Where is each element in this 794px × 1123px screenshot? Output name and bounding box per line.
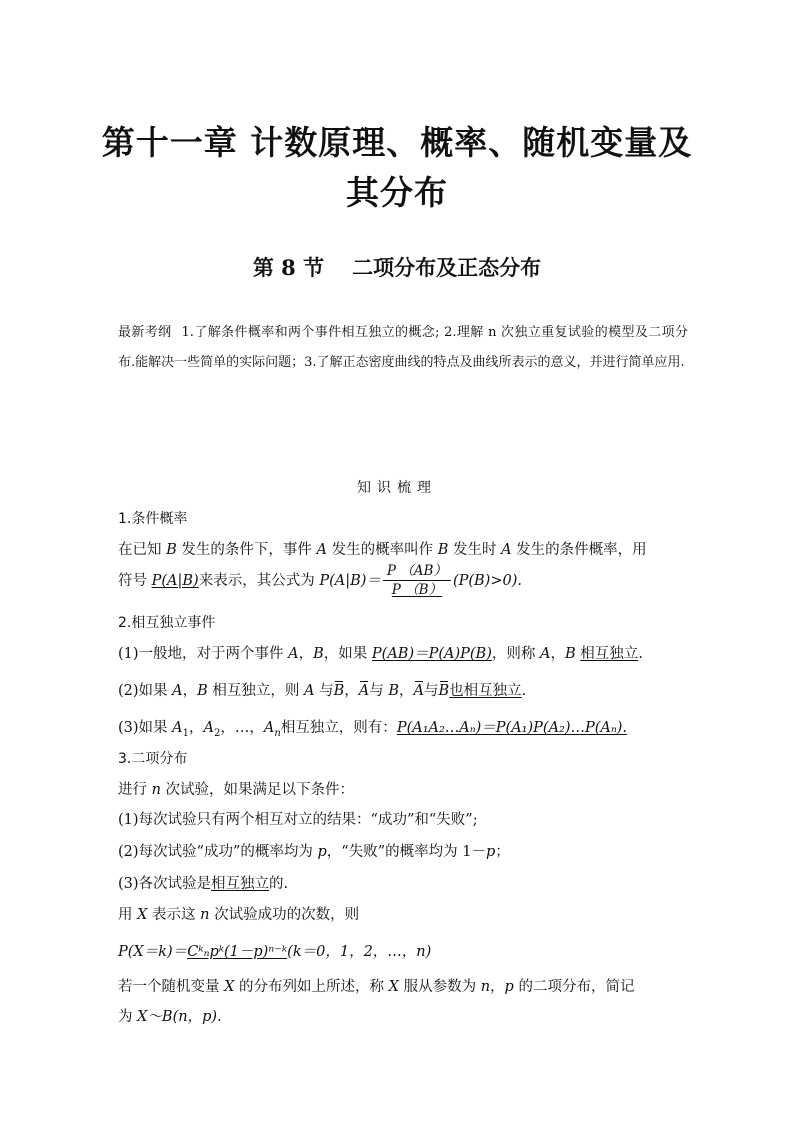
fraction-numerator: P （AB） <box>383 563 451 581</box>
text: (3)各次试验是 <box>118 876 212 892</box>
math-var: B <box>564 646 576 662</box>
text: ， <box>490 979 505 995</box>
item-line <box>118 840 688 861</box>
heading-independent-events: 2.相互独立事件 <box>118 615 216 631</box>
text: . <box>638 646 643 662</box>
paragraph-line <box>118 975 688 996</box>
text: 发生的条件概率，用 <box>511 542 647 558</box>
formula-line <box>118 563 688 599</box>
text: (2)每次试验“成功”的概率均为 <box>118 844 318 860</box>
text: 发生时 <box>448 542 502 558</box>
subscript: 1 <box>182 727 190 739</box>
math-var: A <box>501 542 512 558</box>
math-var: B <box>197 683 208 699</box>
text: ， <box>189 720 204 736</box>
knowledge-heading: 知识梳理 <box>357 480 437 496</box>
math-formula: P(A₁A₂…Aₙ)＝P(A₁)P(A₂)…P(Aₙ). <box>396 720 628 736</box>
math-var: B <box>313 646 324 662</box>
text: (3)如果 <box>118 720 173 736</box>
text: 进行 <box>118 782 152 798</box>
text: 与 <box>314 683 334 699</box>
math-formula: X～B(n，p). <box>137 1009 222 1025</box>
subscript: 2 <box>214 727 221 739</box>
text: 次试验成功的次数，则 <box>209 907 360 923</box>
math-var: A <box>263 720 275 736</box>
item-line: (1)每次试验只有两个相互对立的结果：“成功”和“失败”; <box>118 812 478 828</box>
text: ， <box>344 683 359 699</box>
math-var: p <box>317 844 327 860</box>
text: 的分布列如上所述，称 <box>234 979 389 995</box>
chapter-title-line-1: 第十一章 计数原理、概率、随机变量及 <box>101 123 693 162</box>
item-line <box>118 679 688 700</box>
math-var-complement: B <box>333 683 345 699</box>
text: 次试验，如果满足以下条件： <box>160 782 355 798</box>
math-var: B <box>437 542 449 558</box>
text: 的二项分布，简记 <box>513 979 635 995</box>
math-var: A <box>316 542 327 558</box>
math-var: X <box>388 979 399 995</box>
section-name: 二项分布及正态分布 <box>352 255 542 280</box>
item-line <box>118 642 688 663</box>
underlined-text: 相互独立 <box>211 876 270 892</box>
math-var-complement: A <box>413 683 424 699</box>
text: 相互独立，则有： <box>280 720 397 736</box>
math-var: A <box>203 720 214 736</box>
text: 表示这 <box>147 907 201 923</box>
text: 相互独立，则 <box>207 683 305 699</box>
math-var: A <box>172 683 183 699</box>
formula-line <box>118 940 688 961</box>
text: 与 <box>369 683 389 699</box>
text: ，如果 <box>323 646 372 662</box>
item-line <box>118 716 688 739</box>
math-var: p <box>504 979 514 995</box>
math-condition: (k＝0，1，2，…，n) <box>287 944 432 960</box>
syllabus-text: 1.了解条件概率和两个事件相互独立的概念; 2.理解 n 次独立重复试验的模型及二项分布.能解决一些简单的实际问题；3.了解正态密度曲线的特点及曲线所表示的意义，并进行简单应用. <box>118 325 688 370</box>
fraction <box>383 563 451 599</box>
heading-binomial-distribution: 3.二项分布 <box>118 751 188 767</box>
math-var-complement: A <box>358 683 370 699</box>
math-var: A <box>172 720 183 736</box>
text: . <box>521 683 527 699</box>
text: 为 <box>118 1009 138 1025</box>
paragraph-line <box>118 538 688 559</box>
paragraph-line <box>118 903 688 924</box>
text: ； <box>495 844 510 860</box>
text: ， <box>182 683 198 699</box>
text: 服从参数为 <box>398 979 481 995</box>
section-number: 第 8 节 <box>252 255 325 280</box>
text: (2)如果 <box>118 683 173 699</box>
underlined-text: 也相互独立 <box>449 683 522 699</box>
text: 在已知 <box>118 542 167 558</box>
heading-conditional-probability: 1.条件概率 <box>118 511 188 527</box>
text: ，则称 <box>491 646 540 662</box>
text: 发生的概率叫作 <box>326 542 438 558</box>
syllabus-label: 最新考纲 <box>118 325 172 340</box>
math-formula: P(AB)＝P(A)P(B) <box>371 646 492 662</box>
text: 的. <box>269 876 289 892</box>
text: ，…， <box>220 720 264 736</box>
math-formula: P(X＝k)＝ <box>118 944 188 960</box>
text: ， <box>550 646 565 662</box>
chapter-title-line-2: 其分布 <box>346 173 448 212</box>
text: 与 <box>424 683 439 699</box>
paragraph-line <box>118 778 688 799</box>
syllabus-paragraph <box>118 318 688 378</box>
underlined-text: 相互独立 <box>580 646 639 662</box>
math-symbol: P(A|B) <box>151 573 199 589</box>
text: 发生的条件下，事件 <box>176 542 317 558</box>
math-var-complement: B <box>438 683 450 699</box>
text: 若一个随机变量 <box>118 979 225 995</box>
subscript: n <box>274 727 281 739</box>
math-var: n <box>200 907 210 923</box>
math-var: A <box>288 646 299 662</box>
math-var: X <box>224 979 235 995</box>
math-var: B <box>388 683 400 699</box>
math-condition: (P(B)>0). <box>452 573 522 589</box>
item-line <box>118 872 688 893</box>
math-formula-underlined: Cᵏₙpᵏ(1－p)ⁿ⁻ᵏ <box>187 944 288 960</box>
math-var: p <box>485 844 496 860</box>
text: ， <box>298 646 314 662</box>
text: (1)一般地，对于两个事件 <box>118 646 289 662</box>
math-var: A <box>304 683 315 699</box>
text: 来表示，其公式为 <box>198 573 320 589</box>
text: 符号 <box>118 573 152 589</box>
fraction-denominator: P （B） <box>391 582 443 598</box>
paragraph-line <box>118 1005 688 1026</box>
section-title <box>0 252 794 282</box>
math-var: B <box>166 542 177 558</box>
math-formula: P(A|B)＝ <box>319 573 381 589</box>
math-var: A <box>539 646 551 662</box>
text: 用 <box>118 907 138 923</box>
text: ， <box>399 683 414 699</box>
chapter-title <box>90 118 704 218</box>
math-var: n <box>480 979 491 995</box>
math-var: n <box>151 782 161 798</box>
text: ，“失败”的概率均为 1－ <box>326 844 486 860</box>
math-var: X <box>137 907 148 923</box>
